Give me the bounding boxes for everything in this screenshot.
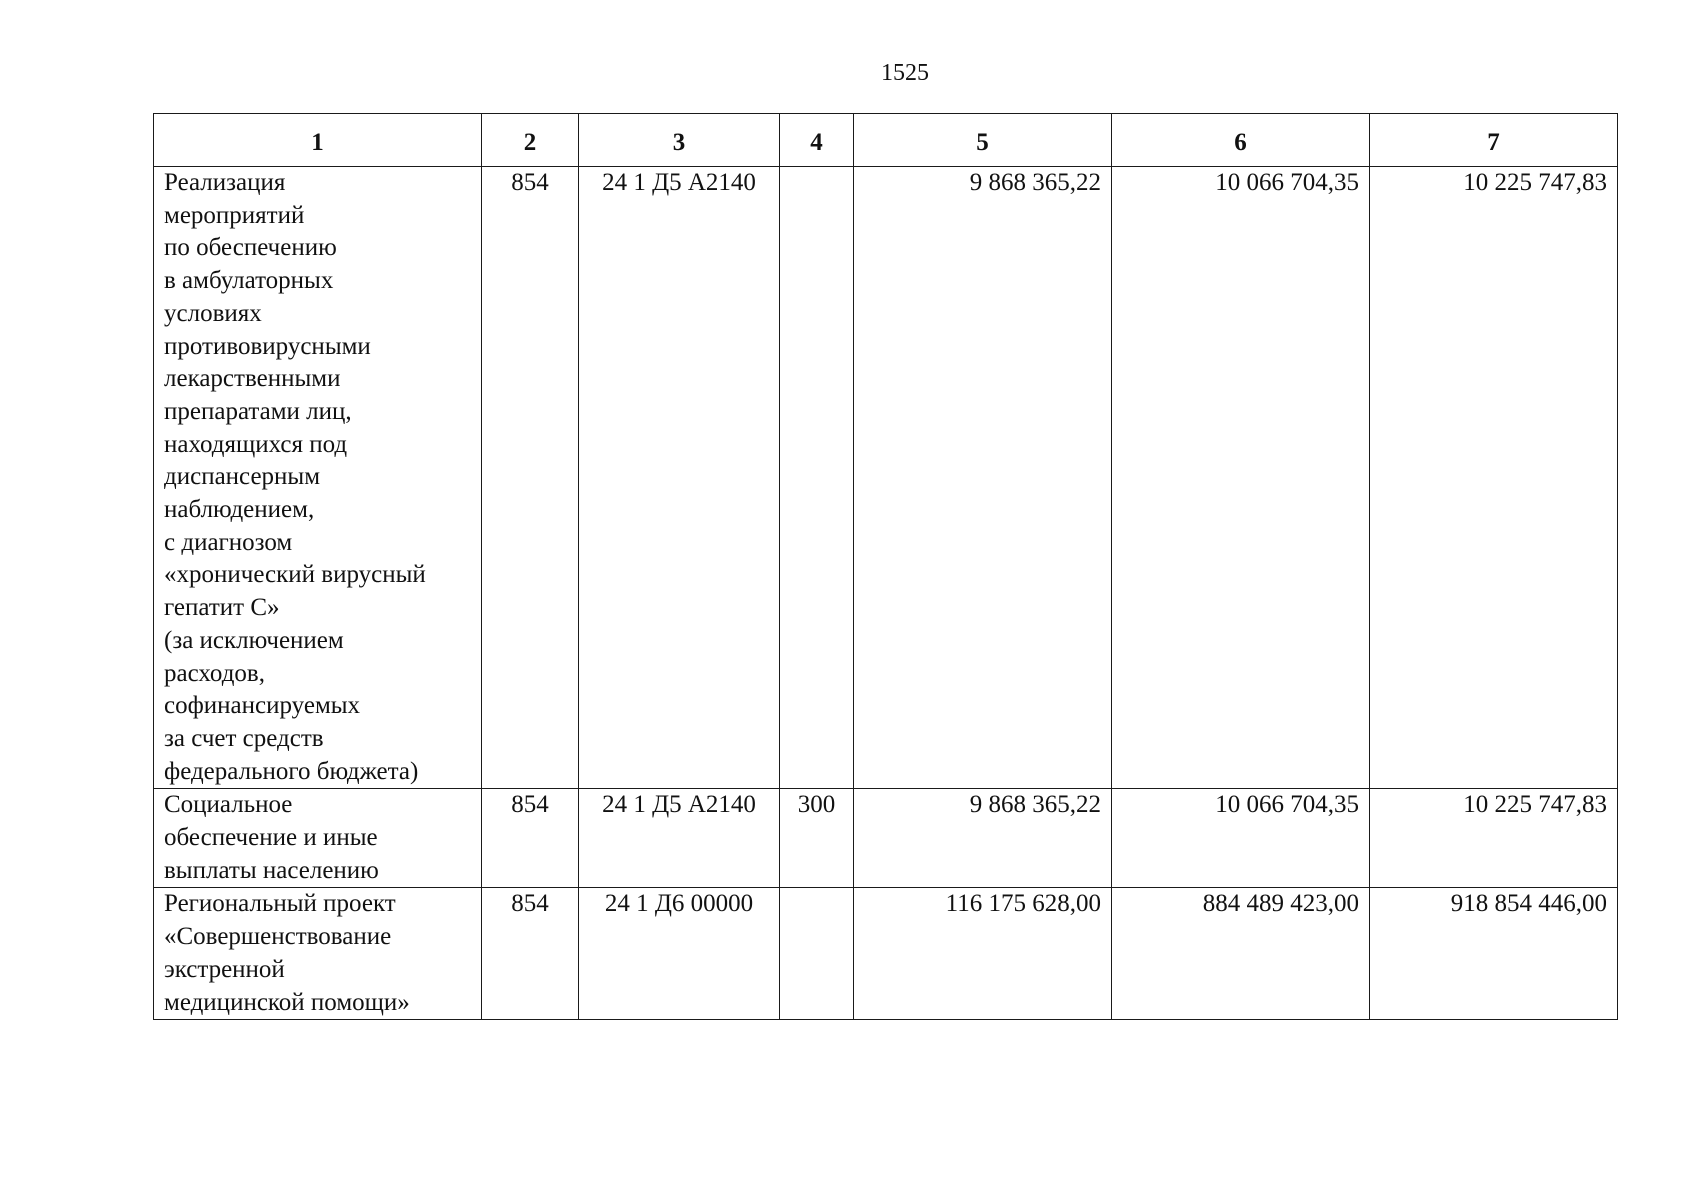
amount-col7-cell: 918 854 446,00 xyxy=(1370,888,1618,1020)
row-name-line: Реализация xyxy=(164,169,286,196)
row-name-line: Региональный проект xyxy=(164,890,396,918)
row-name-line: медицинской помощи» xyxy=(164,988,410,1016)
expense-type-cell xyxy=(780,167,854,789)
row-name-cell xyxy=(154,888,482,1020)
row-name-line: наблюдением, xyxy=(164,496,315,524)
expense-type-cell: 300 xyxy=(780,789,854,888)
expense-type-cell xyxy=(780,888,854,1020)
target-article-cell: 24 1 Д6 00000 xyxy=(579,888,780,1020)
target-article-cell: 24 1 Д5 А2140 xyxy=(579,789,780,888)
row-name-line: препаратами лиц, xyxy=(164,397,352,425)
row-name-cell xyxy=(154,167,482,789)
amount-col5-cell: 9 868 365,22 xyxy=(854,167,1112,789)
row-name-line: (за исключением xyxy=(164,626,344,654)
row-name-line: условиях xyxy=(164,299,262,327)
row-name-line: за счет средств xyxy=(164,724,324,752)
row-name-line: софинансируемых xyxy=(164,692,361,720)
header-row xyxy=(154,114,1618,167)
row-name-line: находящихся под xyxy=(164,430,348,458)
row-name-line: обеспечение и иные xyxy=(164,824,378,852)
amount-col6-cell: 10 066 704,35 xyxy=(1112,789,1370,888)
row-name-line: Социальное xyxy=(164,791,293,819)
ministry-code-cell: 854 xyxy=(482,888,579,1020)
column-header-6: 6 xyxy=(1112,114,1370,167)
ministry-code-cell: 854 xyxy=(482,789,579,888)
amount-col5-cell: 116 175 628,00 xyxy=(854,888,1112,1020)
row-name-line: мероприятий xyxy=(164,201,305,229)
budget-table xyxy=(153,113,1618,1020)
row-name-line: «хронический вирусный xyxy=(164,561,426,589)
row-name-cell xyxy=(154,789,482,888)
table-row xyxy=(154,888,1618,1020)
row-name-line: федерального бюджета) xyxy=(164,757,419,785)
row-name-line: противовирусными xyxy=(164,332,371,360)
row-name-line: с диагнозом xyxy=(164,528,293,556)
column-header-3: 3 xyxy=(579,114,780,167)
ministry-code-cell: 854 xyxy=(482,167,579,789)
row-name-line: выплаты населению xyxy=(164,856,379,884)
amount-col7-cell: 10 225 747,83 xyxy=(1370,167,1618,789)
row-name-line: по обеспечению xyxy=(164,234,337,262)
column-header-5: 5 xyxy=(854,114,1112,167)
page-number: 1525 xyxy=(881,60,929,86)
row-name-line: «Совершенствование xyxy=(164,923,392,951)
column-header-2: 2 xyxy=(482,114,579,167)
row-name-line: в амбулаторных xyxy=(164,267,334,295)
amount-col6-cell: 10 066 704,35 xyxy=(1112,167,1370,789)
column-header-1: 1 xyxy=(154,114,482,167)
column-header-7: 7 xyxy=(1370,114,1618,167)
row-name-line: лекарственными xyxy=(164,365,341,393)
table-row xyxy=(154,167,1618,789)
column-header-4: 4 xyxy=(780,114,854,167)
amount-col7-cell: 10 225 747,83 xyxy=(1370,789,1618,888)
table-row xyxy=(154,789,1618,888)
row-name-line: гепатит С» xyxy=(164,594,280,622)
amount-col5-cell: 9 868 365,22 xyxy=(854,789,1112,888)
row-name-line: расходов, xyxy=(164,659,265,687)
target-article-cell: 24 1 Д5 А2140 xyxy=(579,167,780,789)
row-name-line: экстренной xyxy=(164,955,285,983)
amount-col6-cell: 884 489 423,00 xyxy=(1112,888,1370,1020)
row-name-line: диспансерным xyxy=(164,463,321,491)
